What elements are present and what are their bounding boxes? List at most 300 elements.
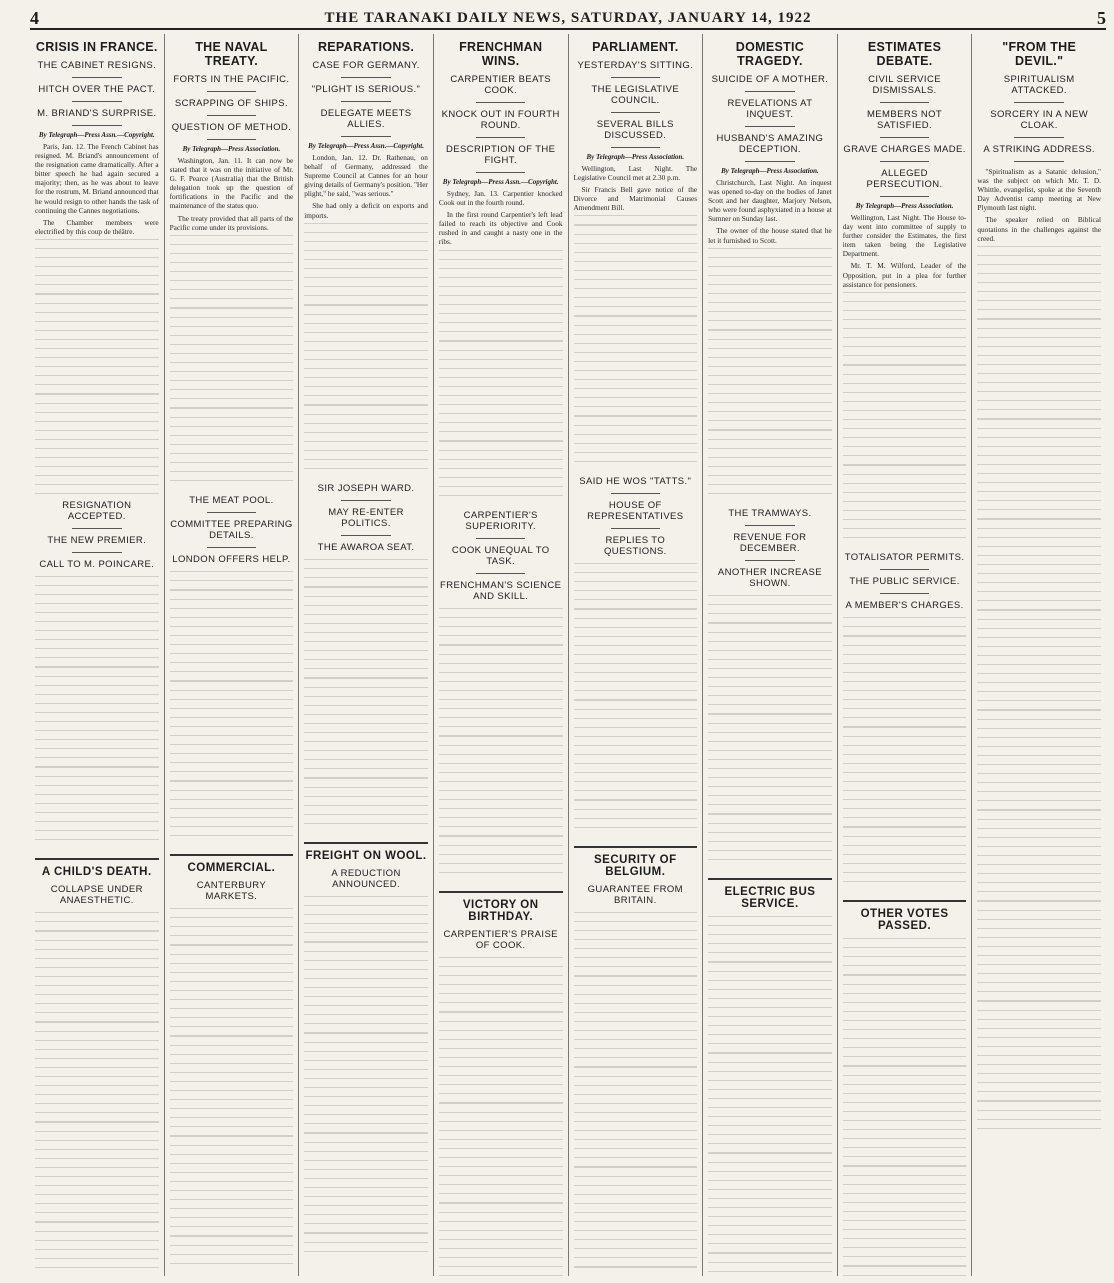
text-line-placeholder	[574, 827, 698, 836]
text-line-placeholder	[35, 1231, 159, 1240]
text-line-placeholder	[843, 319, 967, 328]
text-line-placeholder	[708, 439, 832, 448]
text-line-placeholder	[170, 945, 294, 954]
text-line-placeholder	[977, 355, 1101, 364]
text-line-placeholder	[35, 403, 159, 412]
text-line-placeholder	[170, 926, 294, 935]
text-line-placeholder	[304, 1033, 428, 1042]
text-line-placeholder	[843, 672, 967, 681]
text-line-placeholder	[439, 1002, 563, 1011]
divider	[207, 139, 256, 140]
article-byline: By Telegraph—Press Assn.—Copyright.	[442, 178, 559, 186]
text-line-placeholder	[574, 1248, 698, 1257]
text-line-placeholder	[304, 441, 428, 450]
text-line-placeholder	[843, 1229, 967, 1238]
text-line-placeholder	[977, 864, 1101, 873]
divider	[880, 196, 929, 197]
text-line-placeholder	[708, 604, 832, 613]
article-paragraph: The owner of the house stated that he let it furnished to Scott.	[708, 226, 832, 245]
text-line-placeholder	[708, 916, 832, 925]
text-line-placeholder	[977, 819, 1101, 828]
text-line-placeholder	[35, 1167, 159, 1176]
text-line-placeholder	[439, 468, 563, 477]
text-line-placeholder	[35, 366, 159, 375]
text-line-placeholder	[304, 614, 428, 623]
text-line-placeholder	[843, 947, 967, 956]
text-line-placeholder	[977, 646, 1101, 655]
text-line-placeholder	[439, 617, 563, 626]
divider	[1014, 137, 1063, 138]
text-line-placeholder	[304, 1160, 428, 1169]
text-line-placeholder	[304, 896, 428, 905]
text-line-placeholder	[708, 1016, 832, 1025]
text-line-placeholder	[574, 1094, 698, 1103]
text-line-placeholder	[35, 757, 159, 766]
text-line-placeholder	[574, 406, 698, 415]
article-deck: CIVIL SERVICE DISMISSALS.	[868, 74, 941, 96]
divider	[880, 593, 929, 594]
divider	[745, 126, 794, 127]
text-line-placeholder	[304, 1196, 428, 1205]
text-line-placeholder	[708, 330, 832, 339]
text-line-placeholder	[439, 304, 563, 313]
text-line-placeholder	[843, 845, 967, 854]
text-line-placeholder	[843, 1066, 967, 1075]
text-line-placeholder	[439, 1093, 563, 1102]
article-deck: MEMBERS NOT SATISFIED.	[866, 109, 943, 131]
text-line-placeholder	[439, 863, 563, 872]
text-line-placeholder	[574, 443, 698, 452]
text-line-placeholder	[977, 1073, 1101, 1082]
text-line-placeholder	[574, 1085, 698, 1094]
section-subhead: CALL TO M. POINCARE.	[39, 558, 155, 570]
text-line-placeholder	[439, 790, 563, 799]
text-line-placeholder	[35, 312, 159, 321]
text-line-placeholder	[170, 954, 294, 963]
text-line-placeholder	[843, 663, 967, 672]
divider	[207, 512, 256, 513]
text-line-placeholder	[977, 337, 1101, 346]
text-line-placeholder	[843, 1256, 967, 1265]
text-line-placeholder	[977, 955, 1101, 964]
text-line-placeholder	[843, 763, 967, 772]
divider	[476, 172, 525, 173]
text-line-placeholder	[843, 1202, 967, 1211]
text-line-placeholder	[977, 428, 1101, 437]
news-column	[569, 34, 704, 1276]
text-line-placeholder	[170, 717, 294, 726]
text-line-placeholder	[304, 750, 428, 759]
text-line-placeholder	[977, 528, 1101, 537]
text-line-placeholder	[843, 636, 967, 645]
text-line-placeholder	[843, 401, 967, 410]
text-line-placeholder	[708, 934, 832, 943]
text-line-placeholder	[304, 1205, 428, 1214]
text-line-placeholder	[170, 335, 294, 344]
text-line-placeholder	[304, 1251, 428, 1260]
text-line-placeholder	[708, 650, 832, 659]
text-line-placeholder	[304, 905, 428, 914]
text-line-placeholder	[843, 772, 967, 781]
text-line-placeholder	[977, 791, 1101, 800]
article-byline: By Telegraph—Press Assn.—Copyright.	[308, 142, 424, 150]
text-line-placeholder	[708, 786, 832, 795]
text-line-placeholder	[708, 257, 832, 266]
text-line-placeholder	[574, 234, 698, 243]
text-line-placeholder	[574, 599, 698, 608]
text-line-placeholder	[35, 1194, 159, 1203]
text-line-placeholder	[170, 690, 294, 699]
text-line-placeholder	[35, 1012, 159, 1021]
text-line-placeholder	[708, 695, 832, 704]
text-line-placeholder	[843, 617, 967, 626]
text-line-placeholder	[439, 1175, 563, 1184]
text-line-placeholder	[304, 386, 428, 395]
text-line-placeholder	[35, 985, 159, 994]
text-line-placeholder	[170, 1045, 294, 1054]
text-line-placeholder	[708, 1253, 832, 1262]
text-line-placeholder	[977, 664, 1101, 673]
text-line-placeholder	[35, 239, 159, 248]
text-line-placeholder	[439, 268, 563, 277]
text-line-placeholder	[977, 1128, 1101, 1137]
text-line-placeholder	[439, 1012, 563, 1021]
divider	[476, 573, 525, 574]
text-line-placeholder	[708, 632, 832, 641]
text-line-placeholder	[574, 288, 698, 297]
divider	[72, 125, 121, 126]
text-line-placeholder	[170, 471, 294, 480]
text-line-placeholder	[35, 303, 159, 312]
text-line-placeholder	[708, 1216, 832, 1225]
text-line-placeholder	[439, 690, 563, 699]
text-line-placeholder	[574, 1185, 698, 1194]
article-byline: By Telegraph—Press Association.	[721, 167, 819, 175]
text-line-placeholder	[708, 1125, 832, 1134]
text-line-placeholder	[304, 659, 428, 668]
text-line-placeholder	[439, 1166, 563, 1175]
text-line-placeholder	[977, 464, 1101, 473]
text-line-placeholder	[574, 912, 698, 921]
text-line-placeholder	[439, 377, 563, 386]
text-line-placeholder	[574, 772, 698, 781]
article-deck: CASE FOR GERMANY.	[312, 60, 420, 71]
text-line-placeholder	[304, 932, 428, 941]
text-line-placeholder	[439, 1157, 563, 1166]
text-line-placeholder	[170, 389, 294, 398]
text-line-placeholder	[439, 486, 563, 495]
text-line-placeholder	[843, 817, 967, 826]
text-line-placeholder	[977, 400, 1101, 409]
text-line-placeholder	[35, 949, 159, 958]
text-line-placeholder	[977, 837, 1101, 846]
text-line-placeholder	[304, 223, 428, 232]
text-line-placeholder	[304, 587, 428, 596]
text-line-placeholder	[304, 1242, 428, 1251]
text-line-placeholder	[35, 994, 159, 1003]
text-line-placeholder	[977, 682, 1101, 691]
text-line-placeholder	[843, 1166, 967, 1175]
text-line-placeholder	[708, 1025, 832, 1034]
text-line-placeholder	[977, 700, 1101, 709]
text-line-placeholder	[439, 250, 563, 259]
text-line-placeholder	[439, 993, 563, 1002]
text-line-placeholder	[439, 495, 563, 504]
text-line-placeholder	[170, 1190, 294, 1199]
text-line-placeholder	[977, 728, 1101, 737]
article-deck: QUESTION OF METHOD.	[171, 122, 292, 133]
text-line-placeholder	[304, 332, 428, 341]
text-line-placeholder	[574, 1221, 698, 1230]
text-line-placeholder	[170, 799, 294, 808]
text-line-placeholder	[439, 1266, 563, 1275]
text-line-placeholder	[304, 969, 428, 978]
text-line-placeholder	[304, 759, 428, 768]
text-line-placeholder	[977, 946, 1101, 955]
text-line-placeholder	[35, 785, 159, 794]
text-line-placeholder	[304, 1105, 428, 1114]
divider	[745, 161, 794, 162]
text-line-placeholder	[977, 764, 1101, 773]
text-line-placeholder	[35, 1112, 159, 1121]
text-line-placeholder	[977, 491, 1101, 500]
text-line-placeholder	[35, 1103, 159, 1112]
text-line-placeholder	[574, 1139, 698, 1148]
text-line-placeholder	[439, 331, 563, 340]
text-line-placeholder	[708, 384, 832, 393]
text-line-placeholder	[170, 671, 294, 680]
text-line-placeholder	[304, 1214, 428, 1223]
text-line-placeholder	[304, 1096, 428, 1105]
text-line-placeholder	[574, 1112, 698, 1121]
text-line-placeholder	[304, 459, 428, 468]
text-line-placeholder	[170, 462, 294, 471]
text-line-placeholder	[977, 673, 1101, 682]
section-subhead: SAID HE WOS "TATTS."	[579, 476, 692, 488]
text-line-placeholder	[574, 1239, 698, 1248]
text-line-placeholder	[708, 1071, 832, 1080]
text-line-placeholder	[708, 1171, 832, 1180]
text-line-placeholder	[439, 1193, 563, 1202]
text-line-placeholder	[843, 1275, 967, 1276]
text-line-placeholder	[170, 762, 294, 771]
text-line-placeholder	[304, 996, 428, 1005]
text-line-placeholder	[439, 1212, 563, 1221]
text-line-placeholder	[304, 450, 428, 459]
text-line-placeholder	[977, 628, 1101, 637]
text-line-placeholder	[304, 1014, 428, 1023]
text-line-placeholder	[35, 1058, 159, 1067]
text-line-placeholder	[843, 827, 967, 836]
text-line-placeholder	[977, 991, 1101, 1000]
text-line-placeholder	[574, 425, 698, 434]
text-line-placeholder	[843, 1193, 967, 1202]
text-line-placeholder	[170, 935, 294, 944]
text-line-placeholder	[170, 917, 294, 926]
section-subhead: THE TRAMWAYS.	[728, 508, 812, 520]
article-paragraph: Wellington, Last Night. The House to-day went into committee of supply to further consider the Estimates, the first item taken being the Legislative Department.	[842, 213, 967, 259]
text-line-placeholder	[977, 746, 1101, 755]
text-line-placeholder	[574, 1167, 698, 1176]
divider	[341, 136, 390, 137]
text-line-placeholder	[170, 398, 294, 407]
text-line-placeholder	[35, 967, 159, 976]
text-line-placeholder	[574, 718, 698, 727]
text-line-placeholder	[843, 717, 967, 726]
text-line-placeholder	[843, 474, 967, 483]
text-line-placeholder	[574, 609, 698, 618]
text-line-placeholder	[439, 608, 563, 617]
article-paragraph: Washington, Jan. 11. It can now be stated that it was on the initiative of Mr. G. F. Pearce (Australia) that the British delegation took up the question of fortifications in the Pacific and the maintenance of the status quo.	[169, 156, 294, 211]
article-deck: CANTERBURY MARKETS.	[196, 880, 267, 903]
text-line-placeholder	[170, 1208, 294, 1217]
text-line-placeholder	[35, 348, 159, 357]
text-line-placeholder	[35, 1267, 159, 1276]
text-line-placeholder	[977, 1064, 1101, 1073]
text-line-placeholder	[170, 662, 294, 671]
text-line-placeholder	[708, 1225, 832, 1234]
text-line-placeholder	[304, 723, 428, 732]
text-line-placeholder	[304, 232, 428, 241]
text-line-placeholder	[708, 1007, 832, 1016]
text-line-placeholder	[574, 994, 698, 1003]
text-line-placeholder	[35, 357, 159, 366]
text-line-placeholder	[439, 726, 563, 735]
text-line-placeholder	[304, 341, 428, 350]
text-line-placeholder	[35, 821, 159, 830]
text-line-placeholder	[304, 268, 428, 277]
text-line-placeholder	[170, 244, 294, 253]
text-line-placeholder	[708, 1143, 832, 1152]
text-line-placeholder	[977, 810, 1101, 819]
text-line-placeholder	[170, 380, 294, 389]
text-line-placeholder	[35, 1140, 159, 1149]
text-line-placeholder	[977, 1110, 1101, 1119]
text-line-placeholder	[843, 1266, 967, 1275]
text-line-placeholder	[304, 1051, 428, 1060]
divider	[745, 560, 794, 561]
text-line-placeholder	[439, 681, 563, 690]
text-line-placeholder	[35, 612, 159, 621]
text-line-placeholder	[574, 618, 698, 627]
text-line-placeholder	[35, 439, 159, 448]
text-line-placeholder	[35, 421, 159, 430]
text-line-placeholder	[977, 800, 1101, 809]
text-line-placeholder	[574, 343, 698, 352]
text-line-placeholder	[574, 809, 698, 818]
text-line-placeholder	[708, 1089, 832, 1098]
text-line-placeholder	[977, 391, 1101, 400]
text-line-placeholder	[708, 613, 832, 622]
text-line-placeholder	[708, 302, 832, 311]
text-line-placeholder	[574, 416, 698, 425]
text-line-placeholder	[439, 984, 563, 993]
text-line-placeholder	[35, 266, 159, 275]
text-line-placeholder	[708, 475, 832, 484]
text-line-placeholder	[170, 1154, 294, 1163]
text-line-placeholder	[708, 1271, 832, 1276]
text-line-placeholder	[843, 392, 967, 401]
text-line-placeholder	[170, 599, 294, 608]
text-line-placeholder	[304, 696, 428, 705]
text-line-placeholder	[977, 246, 1101, 255]
article-paragraph: The treaty provided that all parts of the Pacific come under its provisions.	[169, 213, 294, 232]
text-line-placeholder	[843, 754, 967, 763]
text-line-placeholder	[170, 1163, 294, 1172]
text-line-placeholder	[843, 708, 967, 717]
section-subhead: SIR JOSEPH WARD.	[317, 483, 415, 495]
text-line-placeholder	[977, 1101, 1101, 1110]
article-headline: DOMESTIC TRAGEDY.	[735, 40, 805, 68]
text-line-placeholder	[304, 1023, 428, 1032]
text-line-placeholder	[708, 402, 832, 411]
text-line-placeholder	[843, 455, 967, 464]
article-deck: GUARANTEE FROM BRITAIN.	[587, 883, 683, 906]
text-line-placeholder	[439, 450, 563, 459]
text-line-placeholder	[35, 1131, 159, 1140]
text-line-placeholder	[708, 686, 832, 695]
text-line-placeholder	[977, 282, 1101, 291]
section-subhead: COOK UNEQUAL TO TASK.	[451, 545, 550, 568]
article-paragraph: Wellington, Last Night. The Legislative Council met at 2.30 p.m.	[573, 164, 698, 183]
text-line-placeholder	[843, 863, 967, 872]
text-line-placeholder	[35, 484, 159, 493]
text-line-placeholder	[35, 1031, 159, 1040]
text-line-placeholder	[35, 339, 159, 348]
text-line-placeholder	[35, 1040, 159, 1049]
text-line-placeholder	[574, 1039, 698, 1048]
text-line-placeholder	[35, 730, 159, 739]
text-line-placeholder	[170, 708, 294, 717]
text-line-placeholder	[170, 1008, 294, 1017]
text-line-placeholder	[439, 957, 563, 966]
text-line-placeholder	[439, 1112, 563, 1121]
text-line-placeholder	[977, 755, 1101, 764]
text-line-placeholder	[574, 727, 698, 736]
article-deck: GRAVE CHARGES MADE.	[843, 144, 966, 155]
text-line-placeholder	[574, 948, 698, 957]
text-line-placeholder	[843, 1247, 967, 1256]
text-line-placeholder	[708, 677, 832, 686]
text-line-placeholder	[35, 412, 159, 421]
text-line-placeholder	[977, 291, 1101, 300]
text-line-placeholder	[574, 243, 698, 252]
text-line-placeholder	[170, 1099, 294, 1108]
text-line-placeholder	[35, 803, 159, 812]
text-line-placeholder	[35, 384, 159, 393]
article-headline: VICTORY ON BIRTHDAY.	[439, 891, 563, 923]
text-line-placeholder	[304, 377, 428, 386]
text-line-placeholder	[439, 259, 563, 268]
text-line-placeholder	[304, 359, 428, 368]
article-paragraph: The speaker relied on Biblical quotations in the challenges against the creed.	[977, 215, 1101, 243]
text-line-placeholder	[843, 781, 967, 790]
section-subhead: MAY RE-ENTER POLITICS.	[328, 507, 404, 530]
text-line-placeholder	[574, 939, 698, 948]
text-line-placeholder	[574, 1003, 698, 1012]
text-line-placeholder	[708, 1034, 832, 1043]
section-subhead: THE NEW PREMIER.	[47, 534, 147, 546]
text-line-placeholder	[708, 980, 832, 989]
text-line-placeholder	[843, 1156, 967, 1165]
text-line-placeholder	[977, 419, 1101, 428]
text-line-placeholder	[439, 441, 563, 450]
section-subhead: REVENUE FOR DECEMBER.	[733, 532, 807, 555]
text-line-placeholder	[439, 1203, 563, 1212]
text-line-placeholder	[708, 266, 832, 275]
text-line-placeholder	[439, 663, 563, 672]
text-line-placeholder	[439, 1084, 563, 1093]
